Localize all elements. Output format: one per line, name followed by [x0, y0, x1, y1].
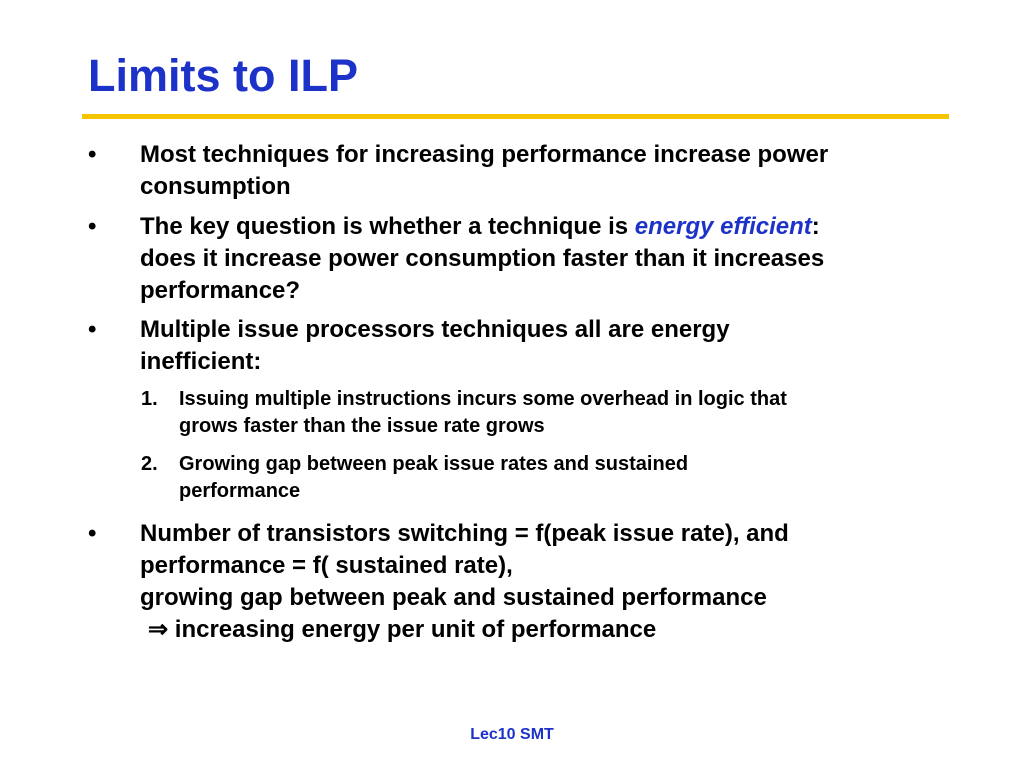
bullet-4-text [140, 518, 789, 646]
bullet-marker: • [88, 316, 97, 343]
bullet-3-text [140, 314, 730, 378]
subitem-1-line-2: grows faster than the issue rate grows [179, 415, 545, 437]
bullet-2-line-3: performance? [140, 277, 301, 304]
title-divider [82, 114, 949, 119]
bullet-2-suffix: : [811, 213, 820, 240]
bullet-1-line-1: Most techniques for increasing performance increase power [140, 141, 829, 168]
bullet-marker: • [88, 213, 97, 240]
bullet-1-text [140, 139, 828, 203]
bullet-2-text [140, 211, 824, 307]
bullet-2-prefix: The key question is whether a technique is [140, 213, 635, 240]
subitem-2-number: 2. [141, 453, 158, 475]
bullet-3-line-2: inefficient: [140, 348, 262, 375]
bullet-1-line-2: consumption [140, 173, 291, 200]
bullet-4-line-4: ⇒ increasing energy per unit of performance [148, 616, 657, 643]
subitem-1-text [179, 386, 787, 440]
subitem-2-line-2: performance [179, 480, 301, 502]
subitem-1-line-1: Issuing multiple instructions incurs some overhead in logic that [179, 388, 787, 410]
bullet-3-line-1: Multiple issue processors techniques all are energy [140, 316, 730, 343]
bullet-4-line-2: performance = f( sustained rate), [140, 552, 513, 579]
subitem-2-text [179, 451, 688, 505]
bullet-marker: • [88, 141, 97, 168]
bullet-2-line-2: does it increase power consumption faster than it increases [140, 245, 825, 272]
slide-title: Limits to ILP [88, 50, 358, 101]
subitem-1-number: 1. [141, 388, 158, 410]
bullet-4-line-3: growing gap between peak and sustained performance [140, 584, 767, 611]
energy-efficient-emphasis: energy efficient [634, 213, 812, 240]
bullet-2-line-1 [140, 211, 824, 243]
bullet-marker: • [88, 520, 97, 547]
bullet-4-line-1: Number of transistors switching = f(peak issue rate), and [140, 520, 789, 547]
slide-footer: Lec10 SMT [470, 726, 554, 743]
subitem-2-line-1: Growing gap between peak issue rates and sustained [179, 453, 689, 475]
